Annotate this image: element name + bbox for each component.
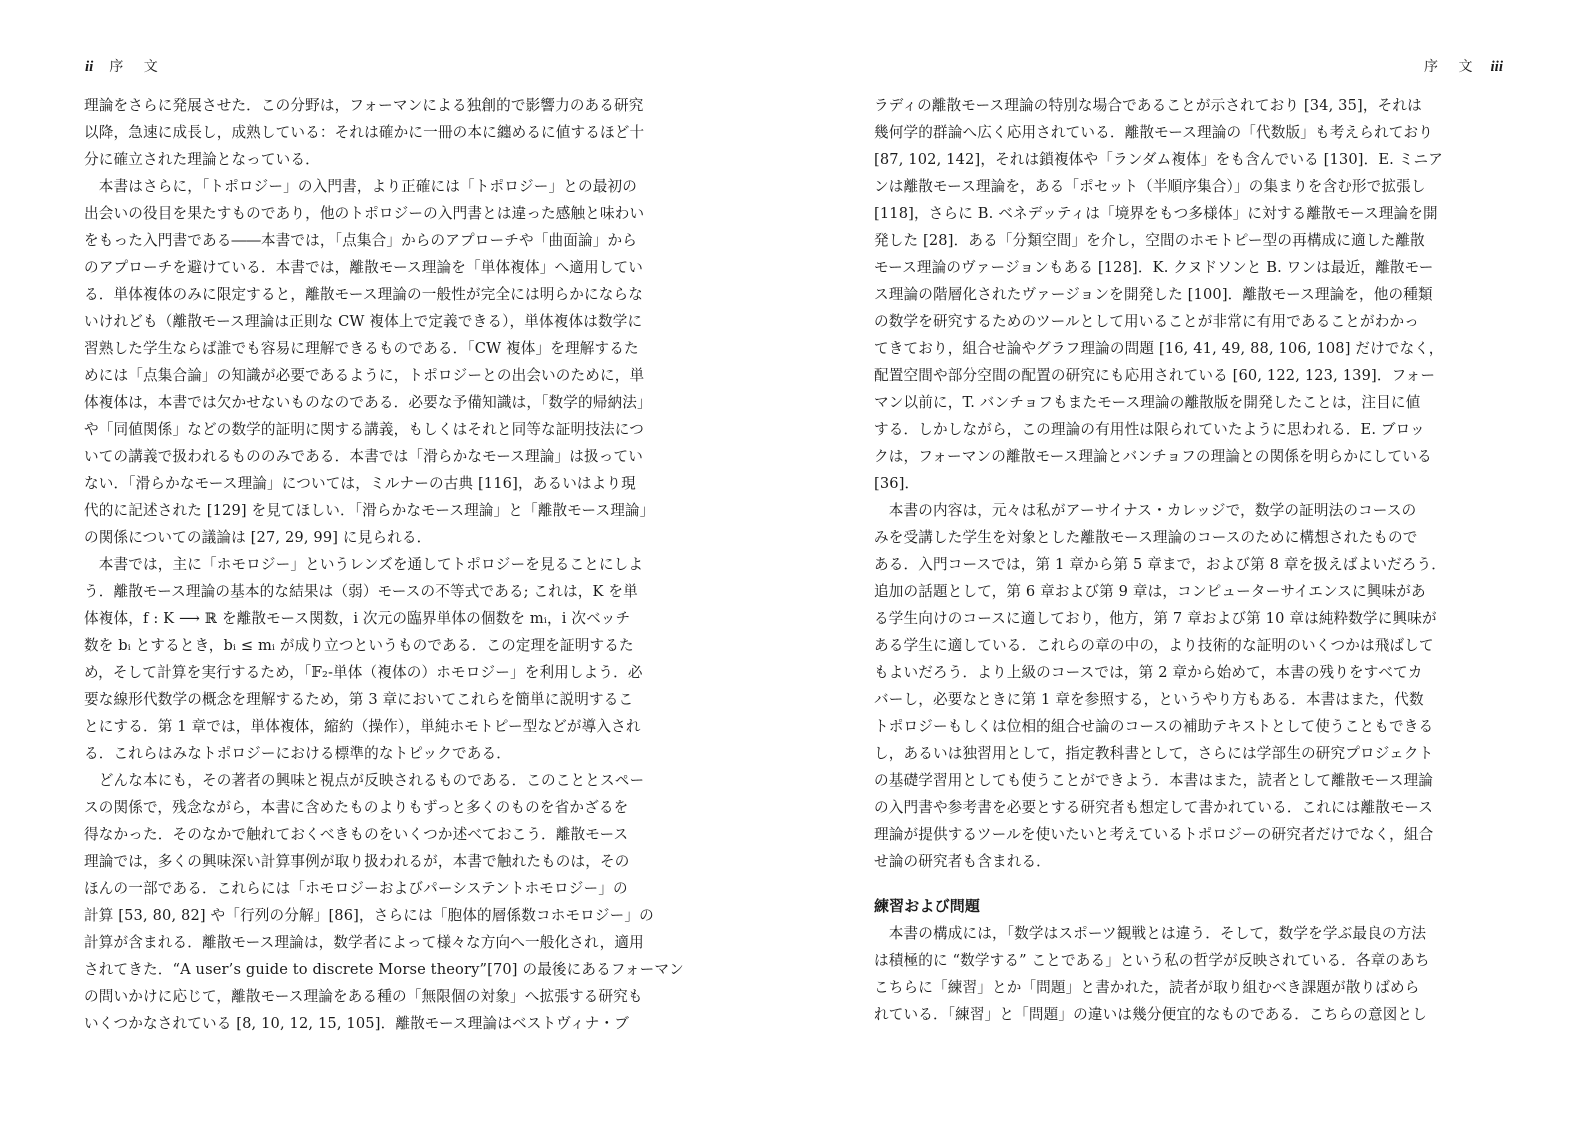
text-line: のアプローチを避けている．本書では，離散モース理論を「単体複体」へ適用してい (84, 259, 643, 276)
text-line: 本書はさらに，「トポロジー」の入門書，より正確には「トポロジー」との最初の (84, 178, 637, 195)
text-line: せ論の研究者も含まれる． (874, 853, 1051, 870)
text-line: る．単体複体のみに限定すると，離散モース理論の一般性が完全には明らかにならな (84, 286, 643, 303)
text-line: 理論をさらに発展させた．この分野は，フォーマンによる独創的で影響力のある研究 (84, 97, 644, 114)
text-line: 理論では，多くの興味深い計算事例が取り扱われるが，本書で触れたものは，その (84, 853, 630, 870)
text-line: [118]，さらに B. ベネデッティは「境界をもつ多様体」に対する離散モース理論を開 (874, 205, 1438, 222)
text-line: ある学生に適している．これらの章の中の，より技術的な証明のいくつかは飛ばして (874, 637, 1434, 654)
text-line: し，あるいは独習用として，指定教科書として，さらには学部生の研究プロジェクト (874, 745, 1434, 762)
text-line: 理論が提供するツールを使いたいと考えているトポロジーの研究者だけでなく，組合 (874, 826, 1434, 843)
text-line: 以降，急速に成長し，成熟している：それは確かに一冊の本に纏めるに値するほど十 (84, 124, 645, 141)
text-line: 追加の話題として，第 6 章および第 9 章は，コンピューターサイエンスに興味があ (874, 583, 1426, 600)
text-line: 本書では，主に「ホモロジー」というレンズを通してトポロジーを見ることにしよ (84, 556, 644, 573)
text-line: もよいだろう．より上級のコースでは，第 2 章から始めて，本書の残りをすべてカ (874, 664, 1423, 681)
text-line: ンは離散モース理論を，ある「ポセット（半順序集合）」の集まりを含む形で拡張し (874, 178, 1426, 195)
text-line: こちらに「練習」とか「問題」と書かれた，読者が取り組むべき課題が散りばめら (874, 979, 1420, 996)
text-line: 分に確立された理論となっている． (84, 151, 320, 168)
text-line: 計算 [53, 80, 82] や「行列の分解」[86]，さらには「胞体的層係数コホモロジー」の (84, 907, 654, 924)
text-line: の数学を研究するためのツールとして用いることが非常に有用であることがわかっ (874, 313, 1419, 330)
text-line: 習熟した学生ならば誰でも容易に理解できるものである．「CW 複体」を理解するた (84, 340, 639, 357)
text-line: の問いかけに応じて，離散モース理論をある種の「無限個の対象」へ拡張する研究も (84, 988, 643, 1005)
left-body-text (84, 92, 696, 1037)
text-line: する．しかしながら，この理論の有用性は限られていたように思われる．E. ブロッ (874, 421, 1425, 438)
text-line: の基礎学習用としても使うことができよう．本書はまた，読者として離散モース理論 (874, 772, 1433, 789)
text-line: は積極的に “数学する” ことである」という私の哲学が反映されている．各章のあち (874, 952, 1430, 969)
text-line: 本書の内容は，元々は私がアーサイナス・カレッジで，数学の証明法のコースの (874, 502, 1417, 519)
text-line: る．これらはみなトポロジーにおける標準的なトピックである． (84, 745, 511, 762)
text-line: トポロジーもしくは位相的組合せ論のコースの補助テキストとして使うこともできる (874, 718, 1434, 735)
text-line: ない．「滑らかなモース理論」については，ミルナーの古典 [116]，あるいはより現 (84, 475, 636, 492)
right-running-header (1424, 56, 1503, 76)
right-page (794, 0, 1588, 1126)
text-line: モース理論のヴァージョンもある [128]．K. クヌドソンと B. ワンは最近，離散モー (874, 259, 1434, 276)
text-line: れている．「練習」と「問題」の違いは幾分便宜的なものである．こちらの意図とし (874, 1006, 1427, 1023)
right-page-number: iii (1490, 59, 1503, 75)
text-line: 計算が含まれる．離散モース理論は，数学者によって様々な方向へ一般化され，適用 (84, 934, 644, 951)
text-line: う．離散モース理論の基本的な結果は（弱）モースの不等式である; これは，K を単 (84, 583, 638, 600)
text-line: 数を bᵢ とするとき，bᵢ ≤ mᵢ が成り立つというものである．この定理を証明するた (84, 637, 634, 654)
text-line: [36]． (874, 475, 920, 492)
text-line: る学生向けのコースに適しており，他方，第 7 章および第 10 章は純粋数学に興味が (874, 610, 1437, 627)
right-paragraphs-after-section (874, 920, 1486, 1028)
right-paragraphs-before-section (874, 92, 1486, 875)
text-line: みを受講した学生を対象とした離散モース理論のコースのために構想されたもので (874, 529, 1418, 546)
text-line: め，そして計算を実行するため，「𝔽₂-単体（複体の）ホモロジー」を利用しよう．必 (84, 664, 643, 681)
text-line: 発した [28]．ある「分類空間」を介し，空間のホモトピー型の再構成に適した離散 (874, 232, 1425, 249)
text-line: マン以前に，T. バンチョフもまたモース理論の離散版を開発したことは，注目に値 (874, 394, 1421, 411)
text-line: をもった入門書である――本書では，「点集合」からのアプローチや「曲面論」から (84, 232, 637, 249)
text-line: てきており，組合せ論やグラフ理論の問題 [16, 41, 49, 88, 106, 108] だけでなく， (874, 340, 1444, 357)
text-line: 配置空間や部分空間の配置の研究にも応用されている [60, 122, 123, 139]．フォー (874, 367, 1436, 384)
section-heading: 練習および問題 (874, 897, 981, 915)
text-line: [87, 102, 142]，それは鎖複体や「ランダム複体」をも含んでいる [130]．E. ミニア (874, 151, 1443, 168)
text-line: とにする．第 1 章では，単体複体，縮約（操作），単純ホモトピー型などが導入され (84, 718, 641, 735)
text-line: スの関係で，残念ながら，本書に含めたものよりもずっと多くのものを省かざるを (84, 799, 629, 816)
text-line: の関係についての議論は [27, 29, 99] に見られる． (84, 529, 432, 546)
text-line: ラディの離散モース理論の特別な場合であることが示されており [34, 35]，それは (874, 97, 1422, 114)
left-page-number: ii (85, 59, 94, 75)
text-line: されてきた．“A user’s guide to discrete Morse theory”[70] の最後にあるフォーマン (84, 961, 684, 978)
right-body-text (874, 92, 1486, 1028)
left-running-header (85, 56, 166, 76)
text-line: 出会いの役目を果たすものであり，他のトポロジーの入門書とは違った感触と味わい (84, 205, 645, 222)
text-line: ある．入門コースでは，第 1 章から第 5 章まで，および第 8 章を扱えばよいだろう． (874, 556, 1447, 573)
text-line: クは，フォーマンの離散モース理論とバンチョフの理論との関係を明らかにしている (874, 448, 1432, 465)
text-line: めには「点集合論」の知識が必要であるように，トポロジーとの出会いのために，単 (84, 367, 645, 384)
text-line: いくつかなされている [8, 10, 12, 15, 105]．離散モース理論はベストヴィナ・ブ (84, 1015, 630, 1032)
text-line: 体複体，f : K ⟶ ℝ を離散モース関数，i 次元の臨界単体の個数を mᵢ，i 次ベッチ (84, 610, 631, 627)
text-line: いけれども（離散モース理論は正則な CW 複体上で定義できる），単体複体は数学に (84, 313, 643, 330)
text-line: の入門書や参考書を必要とする研究者も想定して書かれている．これには離散モース (874, 799, 1433, 816)
text-line: 要な線形代数学の概念を理解するため，第 3 章においてこれらを簡単に説明するこ (84, 691, 634, 708)
text-line: や「同値関係」などの数学的証明に関する講義，もしくはそれと同等な証明技法につ (84, 421, 644, 438)
text-line: ス理論の階層化されたヴァージョンを開発した [100]．離散モース理論を，他の種類 (874, 286, 1433, 303)
text-line: 体複体は，本書では欠かせないものなのである．必要な予備知識は，「数学的帰納法」 (84, 394, 652, 411)
text-line: 幾何学的群論へ広く応用されている．離散モース理論の「代数版」も考えられており (874, 124, 1433, 141)
right-header-title: 序 文 (1424, 59, 1481, 75)
text-line: 代的に記述された [129] を見てほしい．「滑らかなモース理論」と「離散モース理論」 (84, 502, 655, 519)
text-line: どんな本にも，その著者の興味と視点が反映されるものである．このこととスペー (84, 772, 645, 789)
text-line: ほんの一部である．これらには「ホモロジーおよびパーシステントホモロジー」の (84, 880, 628, 897)
text-line: 得なかった．そのなかで触れておくべきものをいくつか述べておこう．離散モース (84, 826, 629, 843)
text-line: 本書の構成には，「数学はスポーツ観戦とは違う．そして，数学を学ぶ最良の方法 (874, 925, 1427, 942)
text-line: いての講義で扱われるもののみである．本書では「滑らかなモース理論」は扱ってい (84, 448, 643, 465)
left-header-title: 序 文 (109, 59, 166, 75)
text-line: バーし，必要なときに第 1 章を参照する，というやり方もある．本書はまた，代数 (874, 691, 1424, 708)
